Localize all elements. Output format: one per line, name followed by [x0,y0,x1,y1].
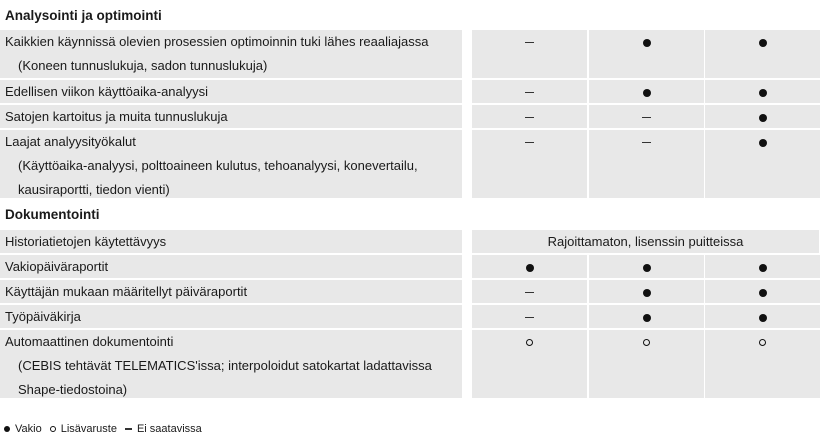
cell-r8-c1 [472,305,587,330]
dash-icon [525,317,534,318]
dot-icon [526,264,534,272]
cell-r4-c1 [472,130,587,200]
cell-r5-span: Rajoittamaton, lisenssin puitteissa [472,230,819,255]
dot-icon [759,89,767,97]
row-main-text: Automaattinen dokumentointi [5,334,174,349]
dot-icon [759,39,767,47]
row-label-realtime-optimization [0,30,462,80]
row-label-auto-documentation [0,330,462,400]
section-title-documentation: Dokumentointi [5,207,100,222]
cell-r8-c2 [589,305,704,330]
row-label-weekly-uptime [0,80,462,105]
legend-label: Vakio [15,423,42,435]
row-main-text: Kaikkien käynnissä olevien prosessien optimoinnin tuki lähes reaaliajassa [5,34,429,49]
row-label-work-diary [0,305,462,330]
legend-item-standard [4,422,42,436]
cell-r1-c2 [589,30,704,80]
row-main-text: Vakiopäiväraportit [5,259,109,274]
row-main-text: Satojen kartoitus ja muita tunnuslukuja [5,109,228,124]
cell-r8-c3 [705,305,820,330]
cell-r3-c2 [589,105,704,130]
ring-icon [759,339,766,346]
row-main-text: Historiatietojen käytettävyys [5,234,167,249]
row-sub-text: kausiraportti, tiedon vienti) [18,182,170,197]
cell-r1-c1 [472,30,587,80]
row-sub-text: (CEBIS tehtävät TELEMATICS'issa; interpoloidut satokartat ladattavissa [18,358,432,373]
dot-icon [4,426,10,432]
legend-item-optional [50,422,117,436]
section-title-analytics: Analysointi ja optimointi [5,8,162,23]
dash-icon [525,92,534,93]
dot-icon [759,289,767,297]
dot-icon [759,264,767,272]
dash-icon [525,42,534,43]
legend-label: Lisävaruste [60,423,117,435]
cell-r9-c2 [589,330,704,400]
row-main-text: Käyttäjän mukaan määritellyt päiväraportit [5,284,248,299]
cell-r2-c3 [705,80,820,105]
cell-r2-c1 [472,80,587,105]
dash-icon [125,428,132,429]
dash-icon [642,142,651,143]
row-sub-text: (Koneen tunnuslukuja, sadon tunnuslukuja) [18,58,268,73]
dot-icon [643,289,651,297]
cell-r3-c1 [472,105,587,130]
row-sub-text: (Käyttöaika-analyysi, polttoaineen kulutus, tehoanalyysi, konevertailu, [18,158,418,173]
cell-r9-c3 [705,330,820,400]
row-label-yield-mapping [0,105,462,130]
dot-icon [643,314,651,322]
row-main-text: Edellisen viikon käyttöaika-analyysi [5,84,209,99]
cell-r3-c3 [705,105,820,130]
dot-icon [643,264,651,272]
dot-icon [643,89,651,97]
ring-icon [50,426,56,432]
legend-label: Ei saatavissa [136,423,202,435]
cell-r4-c2 [589,130,704,200]
cell-r4-c3 [705,130,820,200]
row-label-standard-reports [0,255,462,280]
cell-r7-c1 [472,280,587,305]
row-label-history-availability [0,230,462,255]
legend-item-unavailable [125,422,202,436]
cell-r2-c2 [589,80,704,105]
row-main-text: Työpäiväkirja [5,309,81,324]
dot-icon [759,139,767,147]
dash-icon [642,117,651,118]
dash-icon [525,117,534,118]
dot-icon [759,114,767,122]
cell-r7-c3 [705,280,820,305]
dash-icon [525,292,534,293]
cell-r6-c2 [589,255,704,280]
dash-icon [525,142,534,143]
dot-icon [759,314,767,322]
cell-r7-c2 [589,280,704,305]
row-label-analysis-tools [0,130,462,200]
ring-icon [526,339,533,346]
cell-r9-c1 [472,330,587,400]
legend [4,422,210,436]
ring-icon [643,339,650,346]
row-sub-text: Shape-tiedostoina) [18,382,128,397]
cell-r6-c3 [705,255,820,280]
row-label-custom-reports [0,280,462,305]
dot-icon [643,39,651,47]
row-main-text: Laajat analyysityökalut [5,134,136,149]
cell-r1-c3 [705,30,820,80]
cell-r6-c1 [472,255,587,280]
